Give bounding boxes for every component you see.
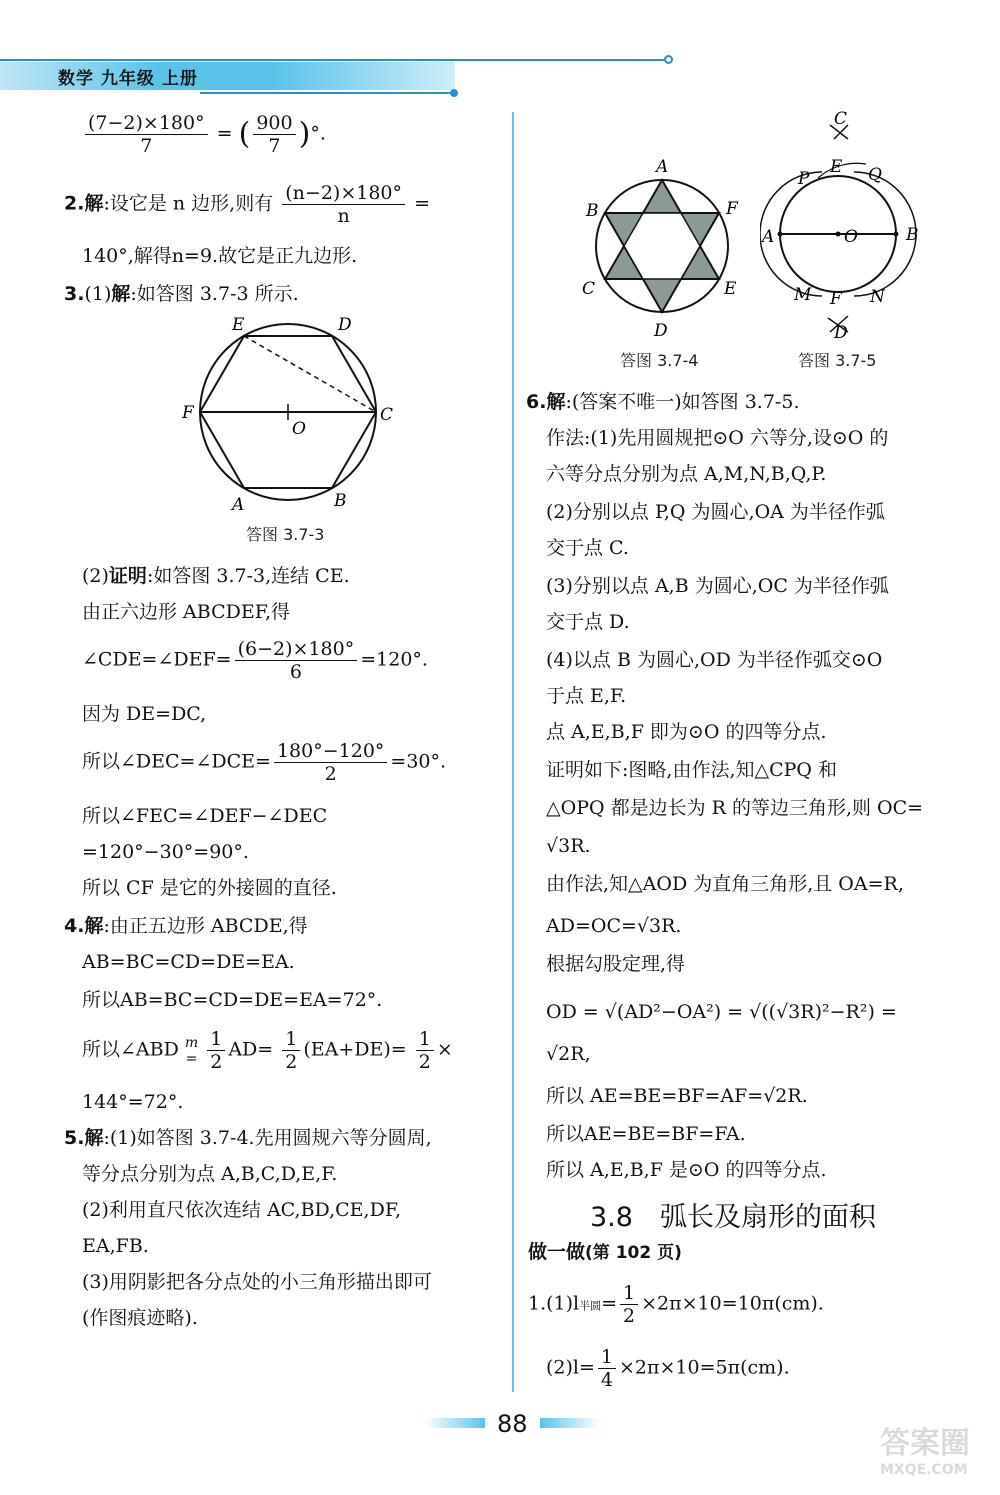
q6-line11: 证明如下:图略,由作法,知△CPQ 和 [546, 759, 838, 781]
fig373-label-B: B [334, 491, 347, 511]
q3-2-line4: 因为 DE=DC, [82, 703, 207, 725]
q6-line15: AD=OC=√3R. [546, 915, 682, 937]
page-number-bar-left [425, 1418, 485, 1428]
q6-line18: √2R, [546, 1043, 591, 1065]
fig375-label-B: B [906, 225, 919, 245]
q4-line3: 所以AB=BC=CD=DE=EA=72°. [82, 989, 383, 1011]
fig375-label-P: P [798, 169, 810, 189]
q6-line12: △OPQ 都是边长为 R 的等边三角形,则 OC= [546, 797, 924, 819]
fig375-label-O: O [844, 227, 858, 247]
fig373-caption: 答图 3.7-3 [246, 525, 325, 544]
q4-line5: 144°=72°. [82, 1091, 184, 1113]
figure-3-7-4 [578, 150, 748, 340]
header-underline-dot [450, 89, 458, 97]
fig375-label-M: M [794, 285, 812, 305]
fig375-label-A: A [762, 227, 775, 247]
header-rule-end-dot [664, 55, 673, 64]
fig374-label-A: A [656, 157, 669, 177]
fig374-caption: 答图 3.7-4 [620, 351, 699, 370]
fig373-label-C: C [380, 405, 394, 425]
header-title: 数学 九年级 上册 [58, 69, 198, 89]
section-title: 3.8 弧长及扇形的面积 [590, 1202, 876, 1233]
fig375-caption: 答图 3.7-5 [798, 351, 877, 370]
q5-line4: EA,FB. [82, 1235, 149, 1257]
fig375-label-F: F [830, 289, 842, 309]
q2-line2: 140°,解得n=9.故它是正九边形. [82, 245, 358, 267]
fig373-label-O: O [292, 419, 306, 439]
q6-line3: 六等分点分别为点 A,M,N,B,Q,P. [546, 463, 827, 485]
fig375-label-N: N [870, 287, 885, 307]
header-underline [200, 92, 455, 94]
q6-line14: 由作法,知△AOD 为直角三角形,且 OA=R, [546, 873, 904, 895]
header-rule [0, 59, 665, 61]
fig374-label-B: B [586, 201, 599, 221]
fig374-label-E: E [724, 279, 737, 299]
q6-line16: 根据勾股定理,得 [546, 953, 686, 975]
page-number: 88 [497, 1410, 528, 1438]
subsection-heading: 做一做(第 102 页) [528, 1241, 682, 1263]
fig375-label-E: E [830, 157, 843, 177]
q3-2-line8: 所以 CF 是它的外接圆的直径. [82, 877, 337, 899]
fig373-label-A: A [232, 495, 245, 515]
q3-2-line7: =120°−30°=90°. [82, 841, 249, 863]
left-line1: $\frac{(7-2)\times 180^\circ}{7}$ = ( $\frac{900}{7}$ )°. [82, 112, 326, 157]
q3-2-line2: 由正六边形 ABCDEF,得 [82, 601, 290, 623]
fig375-label-C: C [834, 110, 848, 129]
fig374-label-D: D [654, 321, 668, 340]
fig373-label-D: D [338, 315, 352, 335]
q6-line5: 交于点 C. [546, 537, 629, 559]
q6-line17: OD = √(AD²−OA²) = √((√3R)²−R²) = [546, 1001, 897, 1023]
q6-line8: (4)以点 B 为圆心,OD 为半径作弧交⊙O [546, 649, 883, 671]
q6-line2: 作法:(1)先用圆规把⊙O 六等分,设⊙O 的 [546, 427, 889, 449]
q6-line20: 所以AE=BE=BF=FA. [546, 1123, 746, 1145]
q6-line10: 点 A,E,B,F 即为⊙O 的四等分点. [546, 721, 827, 743]
q5-line6: (作图痕迹略). [82, 1307, 198, 1329]
q5-line3: (2)利用直尺依次连结 AC,BD,CE,DF, [82, 1199, 402, 1221]
q4-line2: AB=BC=CD=DE=EA. [82, 951, 295, 973]
fig374-label-F: F [726, 199, 738, 219]
q6-line19: 所以 AE=BE=BF=AF=√2R. [546, 1085, 808, 1107]
q6-line4: (2)分别以点 P,Q 为圆心,OA 为半径作弧 [546, 501, 885, 523]
q3-2-line1: (2)证明:如答图 3.7-3,连结 CE. [82, 565, 350, 587]
q4-line4: 所以∠ABD m = $\frac{1}{2}$ AD= $\frac{1}{2}$ (EA+DE)= $\frac{1}{2}$ × [82, 1028, 453, 1073]
q3-line1: 3.(1)解:如答图 3.7-3 所示. [64, 283, 299, 305]
fig374-label-C: C [582, 279, 596, 299]
fig375-label-D: D [834, 323, 848, 342]
q3-2-line5: 所以∠DEC=∠DCE= $\frac{180^\circ-120^\circ}{2}$ =30°. [82, 740, 447, 785]
fig373-label-F: F [182, 403, 194, 423]
q6-line13: √3R. [546, 835, 591, 857]
page-number-bar-right [540, 1418, 600, 1428]
figure-3-7-3 [170, 310, 410, 530]
answer-1-line: 1.(1)l半圆= $\frac{1}{2}$ ×2π×10=10π(cm). [528, 1282, 824, 1327]
q6-line7: 交于点 D. [546, 611, 630, 633]
q5-line5: (3)用阴影把各分点处的小三角形描出即可 [82, 1271, 432, 1293]
fig375-label-Q: Q [868, 165, 882, 185]
q5-line1: 5.解:(1)如答图 3.7-4.先用圆规六等分圆周, [64, 1127, 432, 1149]
q4-line1: 4.解:由正五边形 ABCDE,得 [64, 915, 308, 937]
q6-line21: 所以 A,E,B,F 是⊙O 的四等分点. [546, 1159, 827, 1181]
column-divider [512, 112, 514, 1392]
q3-2-line3: ∠CDE=∠DEF= $\frac{(6-2)\times 180^\circ}{6}$ =120°. [82, 638, 428, 683]
q6-line9: 于点 E,F. [546, 685, 627, 707]
q2-line1: 2.解:设它是 n 边形,则有 $\frac{(n-2)\times 180^\circ}{n}$ = [64, 182, 430, 227]
figure-3-7-5 [760, 110, 950, 342]
q3-2-line6: 所以∠FEC=∠DEF−∠DEC [82, 805, 328, 827]
q6-line1: 6.解:(答案不唯一)如答图 3.7-5. [526, 391, 800, 413]
q5-line2: 等分点分别为点 A,B,C,D,E,F. [82, 1163, 338, 1185]
answer-2-line: (2)l= $\frac{1}{4}$ ×2π×10=5π(cm). [546, 1346, 790, 1391]
fig373-label-E: E [232, 315, 245, 335]
q6-line6: (3)分别以点 A,B 为圆心,OC 为半径作弧 [546, 575, 889, 597]
watermark: 答案圈 MXQE.COM [880, 1426, 970, 1478]
